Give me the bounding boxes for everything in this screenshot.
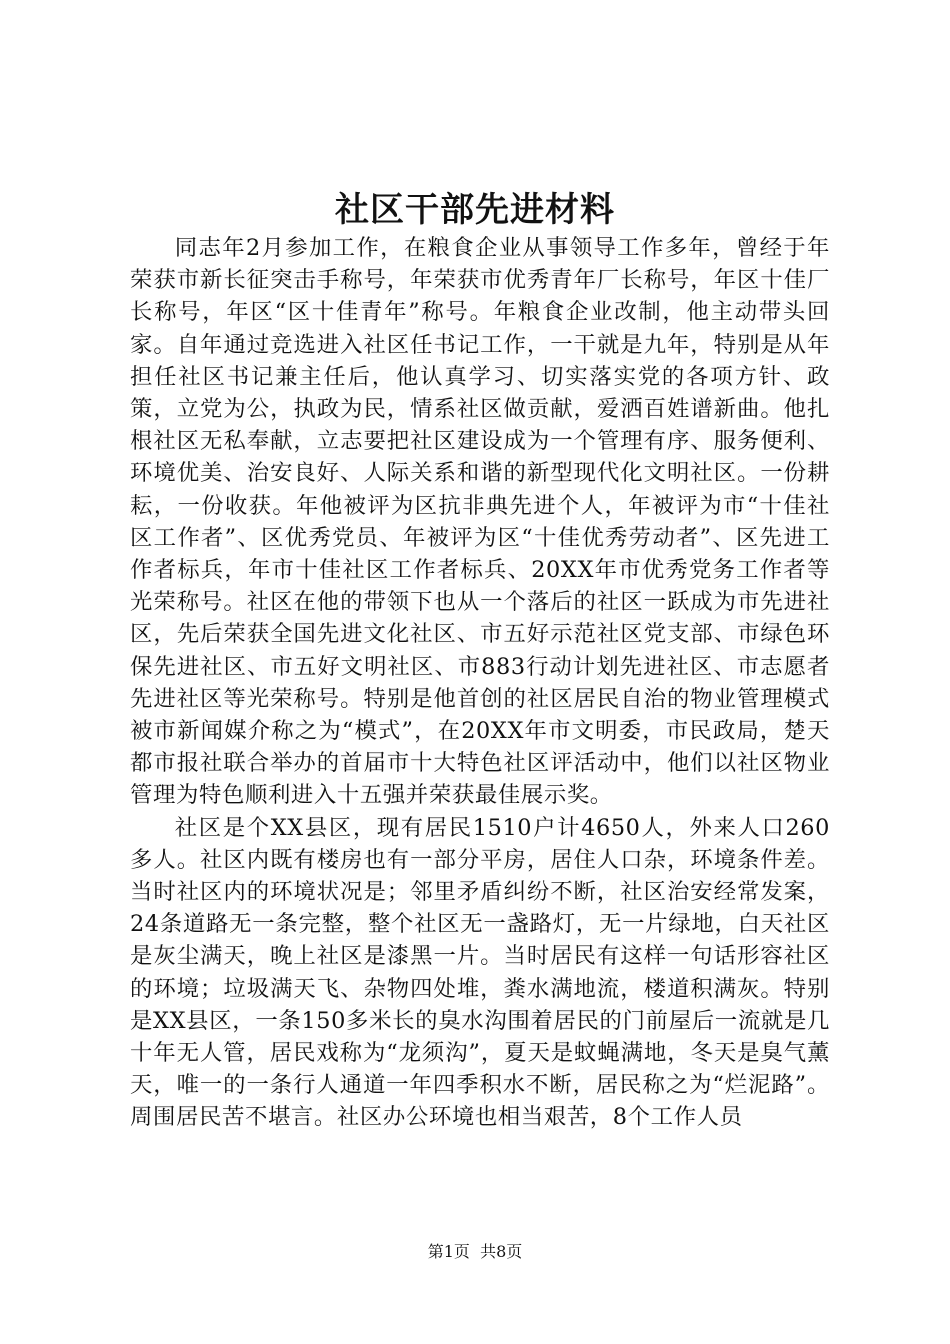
page-number: 第1页 — [427, 1242, 470, 1261]
paragraph: 社区是个XX县区，现有居民1510户计4650人，外来人口260多人。社区内既有楼房也有一部分平房，居住人口杂，环境条件差。当时社区内的环境状况是；邻里矛盾纠纷不断，社区治安经常发案，24条道路无一条完整，整个社区无一盏路灯，无一片绿地，白天社区是灰尘满天，晚上社区是漆黑一片。当时居民有这样一句话形容社区的环境；垃圾满天飞、杂物四处堆，粪水满地流，楼道积满灰。特别是XX县区，一条150多米长的臭水沟围着居民的门前屋后一流就是几十年无人管，居民戏称为“龙须沟”，夏天是蚊蝇满地，冬天是臭气薰天，唯一的一条行人通道一年四季积水不断，居民称之为“烂泥路”。周围居民苦不堪言。社区办公环境也相当艰苦，8个工作人员 — [130, 814, 830, 1131]
document-title: 社区干部先进材料 — [335, 190, 615, 230]
paragraph: 同志年2月参加工作，在粮食企业从事领导工作多年，曾经于年荣获市新长征突击手称号，年荣获市优秀青年厂长称号，年区十佳厂长称号，年区“区十佳青年”称号。年粮食企业改制，他主动带头回家。自年通过竞选进入社区任书记工作，一干就是九年，特别是从年担任社区书记兼主任后，他认真学习、切实落实党的各项方针、政策，立党为公，执政为民，情系社区做贡献，爱洒百姓谱新曲。他扎根社区无私奉献，立志要把社区建设成为一个管理有序、服务便利、环境优美、治安良好、人际关系和谐的新型现代化文明社区。一份耕耘，一份收获。年他被评为区抗非典先进个人，年被评为市“十佳社区工作者”、区优秀党员、年被评为区“十佳优秀劳动者”、区先进工作者标兵，年市十佳社区工作者标兵、20XX年市优秀党务工作者等光荣称号。社区在他的带领下也从一个落后的社区一跃成为市先进社区，先后荣获全国先进文化社区、市五好示范社区党支部、市绿色环保先进社区、市五好文明社区、市883行动计划先进社区、市志愿者先进社区等光荣称号。特别是他首创的社区居民自治的物业管理模式被市新闻媒介称之为“模式”，在20XX年市文明委，市民政局，楚天都市报社联合举办的首届市十大特色社区评活动中，他们以社区物业管理为特色顺利进入十五强并荣获最佳展示奖。 — [130, 235, 830, 809]
footer-spacer — [470, 1242, 480, 1261]
document-body — [130, 232, 830, 1134]
page-footer — [0, 1240, 950, 1264]
page-total: 共8页 — [480, 1242, 523, 1261]
